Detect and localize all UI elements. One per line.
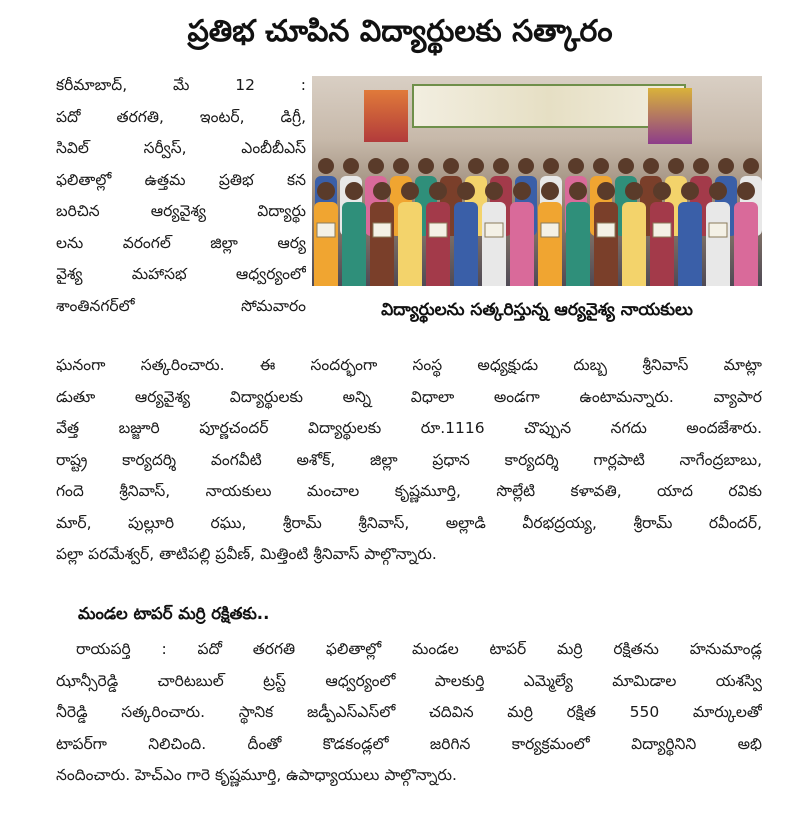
intro-line: సివిల్ సర్వీస్, ఎంబీబీఎస్: [56, 139, 306, 157]
intro-line: లను వరంగల్ జిల్లా ఆర్య: [56, 233, 306, 252]
sub-heading: మండల టాపర్ మర్రి రక్షితకు..: [78, 604, 270, 623]
crowd-illustration: [312, 136, 762, 286]
body-line: రాయపర్తి : పదో తరగతి ఫలితాల్లో మండల టాపర్ మర్రి రక్షితను హనుమాండ్ల: [76, 640, 762, 658]
certificate-frame: [541, 223, 559, 237]
certificate-frame: [429, 223, 447, 237]
headline: ప్రతిభ చూపిన విద్యార్థులకు సత్కారం: [187, 14, 613, 49]
intro-line: వైశ్య మహాసభ ఆధ్వర్యంలో: [56, 265, 306, 283]
body-line: నందించారు. హెచ్ఎం గారె కృష్ణమూర్తి, ఉపాధ్యాయులు పాల్గొన్నారు.: [56, 766, 457, 784]
body-line: ఝాన్సీరెడ్డి చారిటబుల్ ట్రస్ట్ ఆధ్వర్యంలో పాలకుర్తి ఎమ్మెల్యే మామిడాల యశస్వి: [56, 671, 762, 690]
intro-line: ఫలితాల్లో ఉత్తమ ప్రతిభ కన: [56, 170, 306, 189]
event-banner: [412, 84, 686, 128]
certificate-frame: [709, 223, 727, 237]
certificate-frame: [317, 223, 335, 237]
body-line: గందె శ్రీనివాస్, నాయకులు మంచాల కృష్ణమూర్తి, సొల్లేటి కళావతి, యాద రవికు: [56, 482, 762, 500]
article-body: [56, 350, 762, 571]
certificate-frame: [373, 223, 391, 237]
intro-column: [56, 70, 306, 322]
body-line: మార్, పుల్లూరి రఘు, శ్రీరామ్ శ్రీనివాస్, అల్లాడి వీరభద్రయ్య, శ్రీరామ్ రవీందర్,: [56, 513, 762, 532]
intro-line: శాంతినగర్‌లో సోమవారం: [56, 296, 306, 315]
certificate-frame: [597, 223, 615, 237]
body-line: రాష్ట్ర కార్యదర్శి వంగవీటి అశోక్, జిల్లా ప్రధాన కార్యదర్శి గార్లపాటి నాగేంద్రబాబు,: [56, 450, 762, 469]
certificate-frame: [485, 223, 503, 237]
body-line: డుతూ ఆర్యవైశ్య విద్యార్థులకు అన్ని విధాలా అండగా ఉంటామన్నారు. వ్యాపార: [56, 387, 762, 406]
second-story-body: [56, 634, 762, 792]
group-photo: [312, 76, 762, 286]
body-line: టాపర్‌గా నిలిచింది. దీంతో కొడకండ్లలో జరిగిన కార్యక్రమంలో విద్యార్థినిని అభి: [56, 734, 762, 753]
photo-caption: విద్యార్థులను సత్కరిస్తున్న ఆర్యవైశ్య నాయకులు: [381, 300, 693, 320]
intro-line: కరీమాబాద్, మే 12 :: [56, 76, 306, 94]
body-line: పల్లా పరమేశ్వర్, తాటిపల్లి ప్రవీణ్, మిత్తింటి శ్రీనివాస్ పాల్గొన్నారు.: [56, 545, 437, 563]
body-line: ఘనంగా సత్కరించారు. ఈ సందర్భంగా సంస్థ అధ్యక్షుడు దుబ్బ శ్రీనివాస్ మాట్లా: [56, 356, 762, 374]
intro-line: పదో తరగతి, ఇంటర్, డిగ్రీ,: [56, 107, 306, 126]
certificate-frame: [653, 223, 671, 237]
intro-line: బరిచిన ఆర్యవైశ్య విద్యార్థు: [56, 202, 306, 220]
body-line: నీరెడ్డి సత్కరించారు. స్థానిక జడ్పీఎస్ఎస్‌లో చదివిన మర్రి రక్షిత 550 మార్కులతో: [56, 703, 762, 721]
body-line: వేత్త బజ్జూరి పూర్ణచందర్ విద్యార్థులకు రూ.1116 చొప్పున నగదు అందజేశారు.: [56, 419, 762, 437]
wall-poster: [364, 90, 408, 142]
